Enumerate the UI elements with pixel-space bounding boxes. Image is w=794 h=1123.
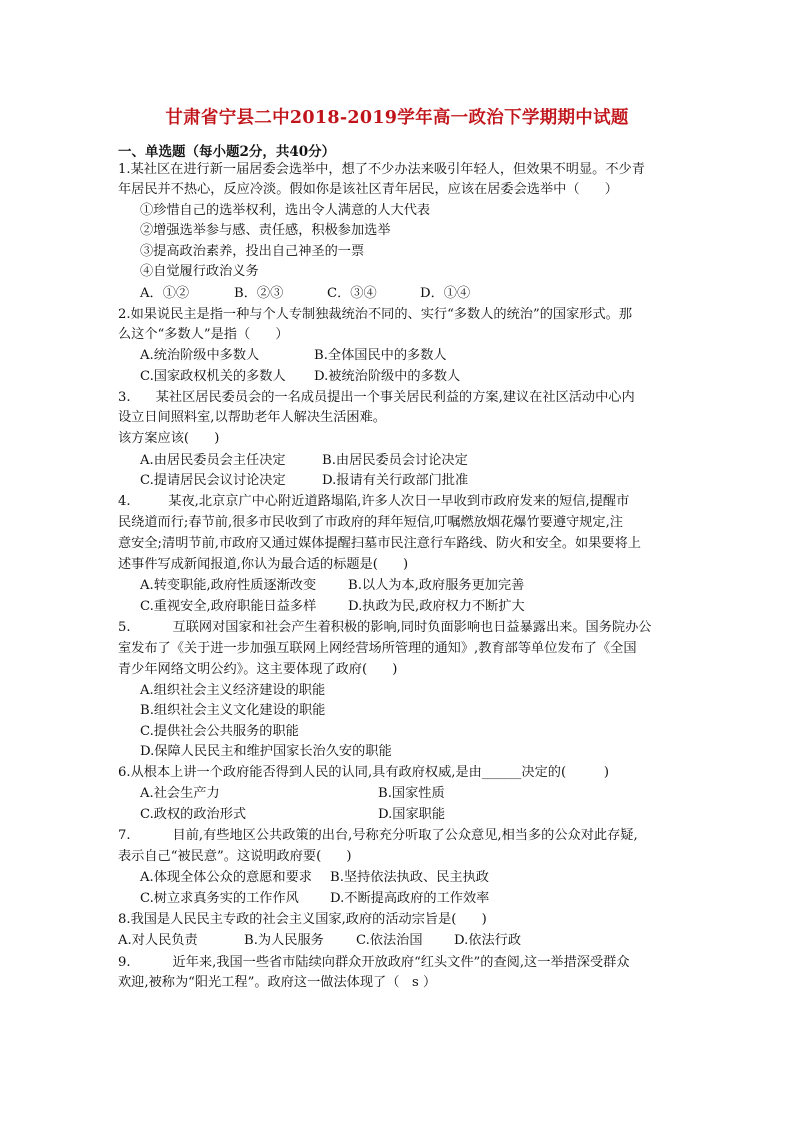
question-1-line-1: 1.某社区在进行新一届居委会选举中，想了不少办法来吸引年轻人，但效果不明显。不少青	[118, 162, 645, 177]
question-4-line-4: 述事件写成新闻报道,你认为最合适的标题是( )	[118, 557, 409, 572]
question-8-option-b: B.为人民服务	[244, 933, 324, 948]
question-5-line-1: 5. 互联网对国家和社会产生着积极的影响,同时负面影响也日益暴露出来。国务院办公	[118, 620, 652, 635]
question-8-option-a: A.对人民负责	[118, 933, 198, 948]
question-7-option-c: C.树立求真务实的工作作风	[140, 891, 299, 906]
question-2-option-b: B.全体国民中的多数人	[314, 348, 447, 363]
question-4-line-2: 民绕道而行;春节前,很多市民收到了市政府的拜年短信,叮嘱燃放烟花爆竹要遵守规定,注	[118, 515, 623, 530]
question-1-line-2: 年居民并不热心，反应冷淡。假如你是该社区青年居民，应该在居委会选举中（ ）	[118, 182, 618, 197]
question-6-option-a: A.社会生产力	[140, 786, 220, 801]
question-2-line-2: 么这个“多数人”是指（ ）	[118, 327, 289, 342]
question-2-line-1: 2.如果说民主是指一种与个人专制独裁统治不同的、实行“多数人的统治”的国家形式。那	[118, 307, 632, 322]
question-2-option-c: C.国家政权机关的多数人	[140, 369, 286, 384]
question-1-option-d: D．①④	[420, 286, 471, 301]
question-6-option-d: D.国家职能	[378, 807, 446, 822]
question-6-line-1: 6.从根本上讲一个政府能否得到人民的认同,具有政府权威,是由______决定的( )	[118, 765, 609, 780]
question-7-option-a: A.体现全体公众的意愿和要求	[140, 870, 312, 885]
question-8-line-1: 8.我国是人民民主专政的社会主义国家,政府的活动宗旨是( )	[118, 912, 487, 927]
question-3-line-3: 该方案应该( )	[118, 431, 220, 446]
question-4-option-b: B.以人为本,政府服务更加完善	[348, 578, 525, 593]
question-7-option-d: D.不断提高政府的工作效率	[330, 891, 490, 906]
question-7-line-2: 表示自己“被民意”。这说明政府要( )	[118, 849, 352, 864]
question-4-option-d: D.执政为民,政府权力不断扩大	[348, 599, 525, 614]
question-1-option-c: C．③④	[327, 286, 377, 301]
question-5-option-a: A.组织社会主义经济建设的职能	[140, 683, 326, 698]
question-3-line-2: 设立日间照料室,以帮助老年人解决生活困难。	[118, 410, 386, 425]
question-1-option-b: B．②③	[234, 286, 284, 301]
question-3-option-a: A.由居民委员会主任决定	[140, 453, 286, 468]
question-4-option-a: A.转变职能,政府性质逐渐改变	[140, 578, 317, 593]
question-7-option-b: B.坚持依法执政、民主执政	[330, 870, 489, 885]
question-4-option-c: C.重视安全,政府职能日益多样	[140, 599, 317, 614]
question-8-option-d: D.依法行政	[454, 933, 522, 948]
question-2-option-a: A.统治阶级中多数人	[140, 348, 260, 363]
question-6-option-c: C.政权的政治形式	[140, 807, 247, 822]
question-1-option-a: A．①②	[140, 286, 190, 301]
question-5-option-b: B.组织社会主义文化建设的职能	[140, 703, 326, 718]
question-3-line-1: 3. 某社区居民委员会的一名成员提出一个事关居民利益的方案,建议在社区活动中心内	[118, 390, 635, 405]
question-5-line-3: 青少年网络文明公约》。这主要体现了政府( )	[118, 662, 398, 677]
question-3-option-b: B.由居民委员会讨论决定	[322, 453, 468, 468]
question-3-option-d: D.报请有关行政部门批准	[322, 473, 469, 488]
question-6-option-b: B.国家性质	[378, 786, 445, 801]
question-2-option-d: D.被统治阶级中的多数人	[314, 369, 461, 384]
question-4-line-3: 意安全;清明节前,市政府又通过媒体提醒扫墓市民注意行车路线、防火和安全。如果要将上	[118, 536, 641, 551]
question-1-item-2: ②增强选举参与感、责任感，积极参加选举	[140, 223, 391, 238]
question-9-line-1: 9. 近年来,我国一些省市陆续向群众开放政府“红头文件”的查阅,这一举措深受群众	[118, 955, 630, 970]
question-3-option-c: C.提请居民会议讨论决定	[140, 473, 286, 488]
question-5-line-2: 室发布了《关于进一步加强互联网上网经营场所管理的通知》,教育部等单位发布了《全国	[118, 641, 637, 656]
question-5-option-d: D.保障人民民主和维护国家长治久安的职能	[140, 744, 392, 759]
question-1-item-1: ①珍惜自己的选举权利，选出令人满意的人大代表	[140, 203, 431, 218]
question-1-item-4: ④自觉履行政治义务	[140, 264, 259, 279]
question-8-option-c: C.依法治国	[356, 933, 423, 948]
question-1-item-3: ③提高政治素养，投出自己神圣的一票	[140, 244, 365, 259]
page-title: 甘肃省宁县二中2018-2019学年高一政治下学期期中试题	[165, 108, 629, 128]
section-heading: 一、单选题（每小题2分，共40分）	[118, 144, 336, 160]
question-5-option-c: C.提供社会公共服务的职能	[140, 724, 299, 739]
question-9-line-2: 欢迎,被称为“阳光工程”。政府这一做法体现了（ s ）	[118, 975, 437, 990]
question-7-line-1: 7. 目前,有些地区公共政策的出台,号称充分听取了公众意见,相当多的公众对此存疑,	[118, 828, 638, 843]
question-4-line-1: 4. 某夜,北京京广中心附近道路塌陷,许多人次日一早收到市政府发来的短信,提醒市	[118, 494, 630, 509]
